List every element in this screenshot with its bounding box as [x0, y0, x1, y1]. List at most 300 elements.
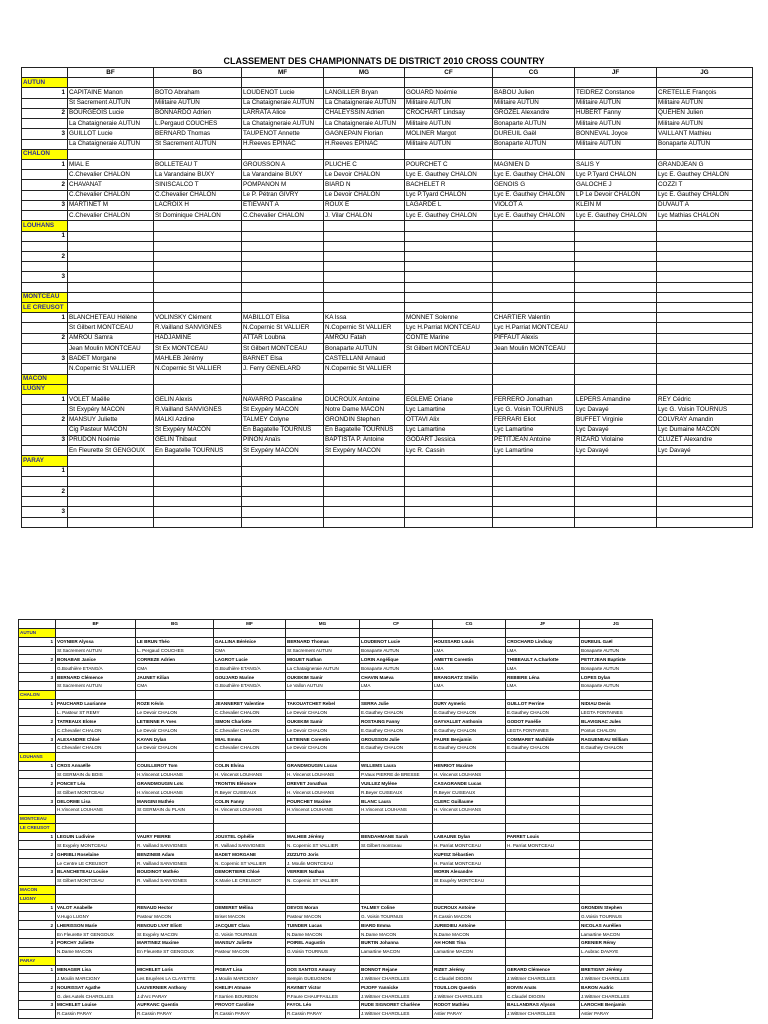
empty-cell	[580, 628, 653, 637]
empty-cell	[324, 292, 405, 302]
school-cell: N.Dame MACON	[56, 947, 136, 956]
athlete-cell: TAUPENOT Annette	[242, 129, 324, 139]
rank-cell: 1	[22, 159, 68, 169]
school-cell: Bonaparte AUTUN	[360, 664, 433, 673]
athlete-cell: BONNARDO Adrien	[154, 108, 242, 118]
athlete-cell: TRONTIN Eléonore	[214, 779, 286, 788]
athlete-cell	[580, 761, 653, 770]
athlete-cell: TALMEY Colyne	[242, 415, 324, 425]
school-cell: J.Wittmer CHAROLLES	[506, 1009, 580, 1018]
athlete-name-row	[22, 272, 753, 282]
school-row	[19, 841, 653, 850]
athlete-cell: CASTELLANI Arnaud	[324, 354, 405, 364]
athlete-cell	[657, 231, 753, 241]
empty-cell	[56, 814, 136, 823]
school-cell: G.Bouthière ETANG/A	[56, 664, 136, 673]
school-cell: X.Marie LE CREUSOT	[214, 876, 286, 885]
athlete-cell: ETIEVANT A	[242, 200, 324, 210]
athlete-cell: DUCROUX Antoine	[433, 903, 506, 912]
athlete-cell: RUDE SIGNORET Charlène	[360, 1000, 433, 1009]
athlete-cell: BOIVIN Anaïs	[506, 983, 580, 992]
school-cell: La Chataigneraie AUTUN	[68, 139, 154, 149]
school-cell: Pasteur MACON	[214, 947, 286, 956]
athlete-name-row	[19, 1000, 653, 1009]
school-row	[19, 664, 653, 673]
school-cell	[575, 343, 657, 353]
school-cell: LMA	[433, 646, 506, 655]
empty-cell	[56, 885, 136, 894]
school-cell	[506, 859, 580, 868]
athlete-cell	[657, 466, 753, 476]
school-cell: Lyc P.Tyard CHALON	[575, 170, 657, 180]
empty-cell	[214, 894, 286, 903]
athlete-cell: CLUZET Alexandre	[657, 435, 753, 445]
athlete-cell	[405, 251, 493, 261]
school-cell: H.Reeves EPINAC	[242, 139, 324, 149]
school-cell	[580, 841, 653, 850]
empty-cell	[580, 894, 653, 903]
school-cell	[657, 517, 753, 527]
athlete-cell: SINISCALCO T	[154, 180, 242, 190]
athlete-cell	[405, 486, 493, 496]
athlete-cell: MABILLOT Elisa	[242, 313, 324, 323]
empty-cell	[433, 885, 506, 894]
zone-label: LUGNY	[19, 894, 56, 903]
rank-cell	[22, 170, 68, 180]
empty-cell	[657, 221, 753, 231]
school-cell: C.Chevalier CHALON	[68, 170, 154, 180]
athlete-name-row	[22, 507, 753, 517]
school-cell: Militaire AUTUN	[405, 119, 493, 129]
athlete-name-row	[22, 313, 753, 323]
athlete-cell: VAILLANT Mathieu	[657, 129, 753, 139]
athlete-cell: BADET Morgane	[68, 354, 154, 364]
school-cell	[493, 241, 575, 251]
athlete-cell: GROZEL Alexandre	[493, 108, 575, 118]
empty-cell	[433, 894, 506, 903]
empty-cell	[405, 292, 493, 302]
athlete-cell: VOLINSKY Clément	[154, 313, 242, 323]
school-cell: Lyc Davayé	[575, 405, 657, 415]
athlete-cell: VUILLEZ Mylène	[360, 779, 433, 788]
school-cell: C.Chevalier CHALON	[68, 211, 154, 221]
athlete-cell: ALEXANDRE Chloé	[56, 735, 136, 744]
school-cell: L. Pergaud COUCHES	[136, 646, 214, 655]
rank-cell	[19, 912, 56, 921]
athlete-cell: LAGARDE L	[405, 200, 493, 210]
rank-cell	[19, 664, 56, 673]
school-cell: Les Bruyères LA CLAYETTE	[136, 974, 214, 983]
athlete-name-row	[22, 129, 753, 139]
empty-cell	[493, 221, 575, 231]
empty-cell	[242, 384, 324, 394]
zone-row	[19, 823, 653, 832]
column-header: CF	[405, 68, 493, 78]
athlete-cell: OUKEKIM Samir	[286, 717, 360, 726]
column-header: BF	[68, 68, 154, 78]
athlete-cell: BLANCHETEAU Louise	[56, 868, 136, 877]
empty-cell	[56, 752, 136, 761]
athlete-cell: GRANDMOUGIN Lucas	[286, 761, 360, 770]
athlete-cell: LACROIX H	[154, 200, 242, 210]
school-row	[19, 947, 653, 956]
athlete-cell: PROVOT Caroline	[214, 1000, 286, 1009]
athlete-cell: RIZARD Violaine	[575, 435, 657, 445]
athlete-cell: CASAGRANDE Lucas	[433, 779, 506, 788]
athlete-cell	[657, 333, 753, 343]
empty-cell	[136, 885, 214, 894]
rank-cell	[22, 98, 68, 108]
header-row	[19, 620, 653, 629]
athlete-cell: VAURY PIERRE	[136, 832, 214, 841]
athlete-cell	[68, 231, 154, 241]
rank-cell: 3	[19, 868, 56, 877]
athlete-cell: PINON Anaïs	[242, 435, 324, 445]
school-cell: H. Vincenot LOUHANS	[214, 770, 286, 779]
rank-cell	[22, 517, 68, 527]
school-cell	[242, 262, 324, 272]
empty-cell	[575, 149, 657, 159]
empty-cell	[506, 885, 580, 894]
school-cell: St Exypéry MACON	[242, 405, 324, 415]
athlete-cell: LAGROT Lucie	[214, 655, 286, 664]
athlete-cell	[575, 354, 657, 364]
empty-cell	[657, 292, 753, 302]
empty-cell	[242, 149, 324, 159]
rank-cell	[22, 497, 68, 507]
school-cell: C.Chevalier CHALON	[56, 726, 136, 735]
athlete-cell: BONNOT Rejane	[360, 965, 433, 974]
rank-cell	[19, 682, 56, 691]
zone-label: AUTUN	[22, 78, 68, 88]
empty-cell	[154, 149, 242, 159]
athlete-cell: CRETELLE François	[657, 88, 753, 98]
school-cell	[154, 241, 242, 251]
rank-cell	[19, 770, 56, 779]
athlete-name-row	[19, 921, 653, 930]
school-cell: Le P. Pétran GIVRY	[242, 190, 324, 200]
athlete-cell: LABAUNE Dylan	[433, 832, 506, 841]
empty-cell	[580, 752, 653, 761]
athlete-cell: PONCET Léa	[56, 779, 136, 788]
athlete-cell: DUCROUX Antoine	[324, 395, 405, 405]
school-cell: J.Wittmer CHAROLLES	[360, 1009, 433, 1018]
school-cell: Militaire AUTUN	[657, 98, 753, 108]
athlete-cell: HOUSSARD Louis	[433, 637, 506, 646]
school-cell: La Chataigneraie AUTUN	[242, 98, 324, 108]
empty-cell	[154, 303, 242, 313]
empty-cell	[360, 894, 433, 903]
school-cell: Bonaparte AUTUN	[580, 682, 653, 691]
empty-cell	[657, 374, 753, 384]
school-cell	[242, 497, 324, 507]
empty-cell	[506, 956, 580, 965]
athlete-cell	[360, 868, 433, 877]
athlete-cell: DEMORTIERE Chloé	[214, 868, 286, 877]
athlete-cell: LE BRUN Théo	[136, 637, 214, 646]
athlete-cell: JUREDIEU Antoine	[433, 921, 506, 930]
athlete-cell	[657, 313, 753, 323]
rank-cell: 2	[22, 251, 68, 261]
empty-cell	[56, 628, 136, 637]
athlete-cell: TOUILLON Quentin	[433, 983, 506, 992]
school-cell: St Exypéry MACON	[324, 446, 405, 456]
school-cell: E.Gauthey CHALON	[433, 726, 506, 735]
empty-cell	[405, 384, 493, 394]
column-header: CG	[493, 68, 575, 78]
empty-cell	[575, 221, 657, 231]
athlete-cell	[657, 354, 753, 364]
school-cell	[506, 806, 580, 815]
school-cell	[242, 241, 324, 251]
empty-cell	[324, 374, 405, 384]
school-cell	[68, 497, 154, 507]
school-cell: R.Cassin PARAY	[136, 1009, 214, 1018]
zone-label: CHALON	[22, 149, 68, 159]
athlete-cell: LAROCHE Benjamin	[580, 1000, 653, 1009]
empty-cell	[154, 292, 242, 302]
school-cell	[657, 323, 753, 333]
school-cell: St GERMAIN du BOIS	[56, 770, 136, 779]
school-cell: Notre Dame MACON	[324, 405, 405, 415]
school-cell	[657, 343, 753, 353]
empty-cell	[154, 78, 242, 88]
empty-cell	[286, 894, 360, 903]
athlete-cell: WILLEMS Laura	[360, 761, 433, 770]
rank-cell	[19, 992, 56, 1001]
rank-cell: 1	[19, 903, 56, 912]
athlete-cell: CROCHARD Lindsay	[506, 637, 580, 646]
athlete-cell: LETIENNE P. Yves	[136, 717, 214, 726]
empty-cell	[68, 221, 154, 231]
empty-cell	[405, 303, 493, 313]
athlete-cell: REY Cédric	[657, 395, 753, 405]
athlete-cell: COMMARET Mathilde	[506, 735, 580, 744]
athlete-cell: BONABAE Janice	[56, 655, 136, 664]
athlete-cell	[506, 868, 580, 877]
school-cell: Lyc Lamartine	[405, 405, 493, 415]
empty-cell	[136, 690, 214, 699]
zone-row	[22, 221, 753, 231]
school-cell: H. Vincenot LOUHANS	[214, 806, 286, 815]
column-header: MG	[324, 68, 405, 78]
school-cell	[657, 364, 753, 374]
empty-cell	[286, 885, 360, 894]
school-cell: E.Gauthey CHALON	[360, 708, 433, 717]
athlete-cell: BERNARD Clémence	[56, 673, 136, 682]
athlete-name-row	[19, 717, 653, 726]
school-cell: C.Chevalier CHALON	[214, 708, 286, 717]
school-cell	[242, 476, 324, 486]
header-blank	[22, 68, 68, 78]
empty-cell	[324, 149, 405, 159]
school-cell: St Gilbert MONTCEAU	[56, 788, 136, 797]
athlete-cell: PORCHY Juliette	[56, 938, 136, 947]
athlete-cell: GOUJARD Marine	[214, 673, 286, 682]
empty-cell	[286, 628, 360, 637]
zone-row	[19, 956, 653, 965]
school-cell	[575, 517, 657, 527]
school-row	[22, 119, 753, 129]
school-cell: R. Vailland SANVIGNES	[214, 841, 286, 850]
empty-cell	[506, 814, 580, 823]
rank-cell	[22, 405, 68, 415]
athlete-cell: GHRIBLI Roselaine	[56, 850, 136, 859]
empty-cell	[433, 628, 506, 637]
school-row	[22, 364, 753, 374]
empty-cell	[324, 303, 405, 313]
rank-cell	[22, 323, 68, 333]
school-cell	[405, 262, 493, 272]
school-cell: St Sacrement AUTUN	[68, 98, 154, 108]
zone-label: MACON	[22, 374, 68, 384]
athlete-cell: HENRIOT Maxime	[433, 761, 506, 770]
athlete-cell: RODOT Mathieu	[433, 1000, 506, 1009]
athlete-cell: COUILLEROT Tom	[136, 761, 214, 770]
school-cell	[405, 364, 493, 374]
athlete-cell	[575, 272, 657, 282]
athlete-cell: PRUDON Noémie	[68, 435, 154, 445]
school-row	[19, 726, 653, 735]
athlete-name-row	[19, 637, 653, 646]
athlete-name-row	[22, 486, 753, 496]
school-cell: H. Parriat MONTCEAU	[506, 841, 580, 850]
school-cell: Lyc Mathias CHALON	[657, 211, 753, 221]
page-title: CLASSEMENT DES CHAMPIONNATS DE DISTRICT 2010 CROSS COUNTRY	[223, 56, 545, 66]
rank-cell	[19, 859, 56, 868]
school-cell	[242, 282, 324, 292]
athlete-cell: AMROU Fatah	[324, 333, 405, 343]
empty-cell	[580, 814, 653, 823]
empty-cell	[580, 885, 653, 894]
school-cell	[154, 476, 242, 486]
empty-cell	[360, 628, 433, 637]
school-cell: Lamartine MACON	[433, 947, 506, 956]
rank-cell	[22, 343, 68, 353]
school-cell: H. Vincenot LOUHANS	[286, 788, 360, 797]
school-cell	[657, 282, 753, 292]
empty-cell	[56, 956, 136, 965]
empty-cell	[242, 292, 324, 302]
school-cell: E.Gauthey CHALON	[506, 744, 580, 753]
school-cell: C.Chevalier CHALON	[56, 744, 136, 753]
school-cell	[68, 282, 154, 292]
athlete-cell	[575, 251, 657, 261]
rank-cell: 2	[19, 983, 56, 992]
athlete-cell: FERRERO Jonathan	[493, 395, 575, 405]
rank-cell	[19, 646, 56, 655]
athlete-cell: HADJAMINE	[154, 333, 242, 343]
athlete-cell: PIFFAUT Alexis	[493, 333, 575, 343]
athlete-cell	[242, 251, 324, 261]
athlete-cell	[405, 507, 493, 517]
rank-cell: 1	[22, 313, 68, 323]
school-cell: St Exypéry MACON	[68, 405, 154, 415]
school-row	[19, 806, 653, 815]
athlete-cell: MARTINET M	[68, 200, 154, 210]
rank-cell	[19, 726, 56, 735]
athlete-cell: GOUARD Noémie	[405, 88, 493, 98]
rank-cell: 1	[22, 88, 68, 98]
empty-cell	[506, 823, 580, 832]
rank-cell: 3	[19, 797, 56, 806]
school-cell: R.Vailland SANVIGNES	[154, 323, 242, 333]
athlete-cell	[657, 507, 753, 517]
school-cell: G. Voisin TOURNUS	[214, 930, 286, 939]
athlete-cell: GROUSSON A	[242, 159, 324, 169]
athlete-cell: JAUNET Kilian	[136, 673, 214, 682]
school-cell: St Exypéry MACON	[136, 930, 214, 939]
zone-label: MONTCEAU	[19, 814, 56, 823]
rank-cell	[22, 446, 68, 456]
athlete-cell: MANGINI Mathéo	[136, 797, 214, 806]
rank-cell: 2	[19, 779, 56, 788]
school-cell: H.Vincenot LOUHANS	[360, 806, 433, 815]
athlete-cell: CORREZE Adrien	[136, 655, 214, 664]
athlete-cell: CLERC Guillaume	[433, 797, 506, 806]
athlete-cell: BRETIGNY Jérémy	[580, 965, 653, 974]
empty-cell	[242, 456, 324, 466]
school-cell: H.Vincenot LOUHANS	[286, 806, 360, 815]
school-cell	[575, 323, 657, 333]
school-cell: CMA	[136, 664, 214, 673]
school-cell: R. Vailland SANVIGNES	[136, 859, 214, 868]
athlete-cell	[154, 507, 242, 517]
rank-cell: 3	[22, 435, 68, 445]
school-cell: Pasteur MACON	[286, 912, 360, 921]
school-cell: H. Vincenot LOUHANS	[286, 770, 360, 779]
rank-cell	[22, 241, 68, 251]
athlete-cell: COZZI T	[657, 180, 753, 190]
athlete-cell: BIARD N	[324, 180, 405, 190]
athlete-cell: DUREUIL Gaël	[580, 637, 653, 646]
school-row	[22, 170, 753, 180]
athlete-cell: TATREAUX Eloïse	[56, 717, 136, 726]
athlete-cell: JACQUET Clara	[214, 921, 286, 930]
zone-label: PARAY	[22, 456, 68, 466]
header-row	[22, 68, 753, 78]
school-cell: St Dominique CHALON	[154, 211, 242, 221]
empty-cell	[657, 149, 753, 159]
athlete-cell: GELIN Thibaut	[154, 435, 242, 445]
school-cell: R.Vailland SANVIGNES	[154, 405, 242, 415]
empty-cell	[657, 78, 753, 88]
zone-row	[22, 149, 753, 159]
school-cell	[68, 241, 154, 251]
empty-cell	[324, 384, 405, 394]
athlete-cell	[506, 903, 580, 912]
athlete-cell: BRANGRATZ Steilin	[433, 673, 506, 682]
school-cell: Bonaparte AUTUN	[580, 646, 653, 655]
zone-label: LE CREUSOT	[22, 303, 68, 313]
school-cell	[360, 876, 433, 885]
zone-label: LOUHANS	[22, 221, 68, 231]
rank-cell: 3	[19, 938, 56, 947]
school-cell: Lyc E. Gauthey CHALON	[657, 190, 753, 200]
athlete-name-row	[22, 180, 753, 190]
athlete-cell	[405, 272, 493, 282]
school-cell: St Gilbert MONTCEAU	[242, 343, 324, 353]
rank-cell: 2	[22, 415, 68, 425]
athlete-cell: BAPTISTA P. Antoine	[324, 435, 405, 445]
school-cell: Le Devoir CHALON	[136, 708, 214, 717]
rank-cell: 1	[22, 466, 68, 476]
athlete-name-row	[19, 673, 653, 682]
athlete-cell: KLEIN M	[575, 200, 657, 210]
empty-cell	[242, 78, 324, 88]
school-cell: L.Aubrac DAVAYE	[580, 947, 653, 956]
empty-cell	[433, 956, 506, 965]
